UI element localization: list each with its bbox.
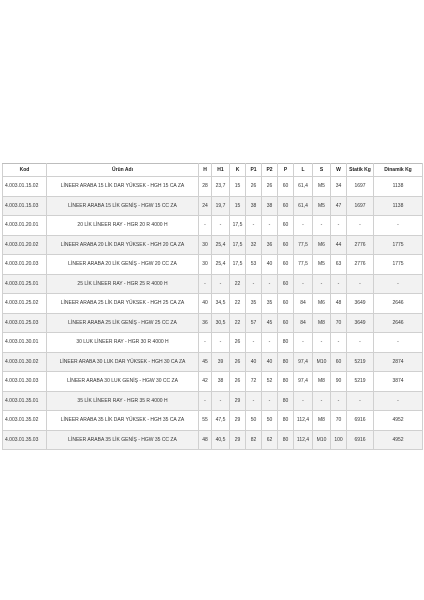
cell-p2: -: [262, 391, 278, 411]
cell-p2: -: [262, 216, 278, 236]
header-dinamik-kg: Dinamik Kg: [374, 164, 423, 177]
cell-statik-kg: 2776: [347, 255, 374, 275]
cell-h1: 34,5: [212, 294, 230, 314]
cell-s: M6: [313, 235, 331, 255]
cell-dinamik-kg: 2646: [374, 313, 423, 333]
cell-dinamik-kg: -: [374, 391, 423, 411]
cell-w: -: [331, 391, 347, 411]
cell-k: 22: [230, 274, 246, 294]
cell-h1: 25,4: [212, 255, 230, 275]
cell-p1: -: [246, 216, 262, 236]
cell-p2: 52: [262, 372, 278, 392]
cell-h: 45: [199, 352, 212, 372]
header-h: H: [199, 164, 212, 177]
cell-l: -: [294, 391, 313, 411]
cell-h: 48: [199, 430, 212, 450]
cell-s: -: [313, 216, 331, 236]
cell-w: 70: [331, 313, 347, 333]
cell-h1: -: [212, 274, 230, 294]
table-row: [3, 216, 423, 236]
cell-statik-kg: 6916: [347, 430, 374, 450]
cell-p1: 72: [246, 372, 262, 392]
cell-l: 77,5: [294, 235, 313, 255]
cell-p: 60: [278, 235, 294, 255]
cell-l: 112,4: [294, 430, 313, 450]
cell-kod: 4.003.01.30.01: [3, 333, 47, 353]
cell-h: 55: [199, 411, 212, 431]
cell-k: 22: [230, 294, 246, 314]
cell-kod: 4.003.01.25.03: [3, 313, 47, 333]
cell-urun-adi: 20 LİK LİNEER RAY - HGR 20 R 4000 H: [47, 216, 199, 236]
cell-w: 63: [331, 255, 347, 275]
cell-p2: 45: [262, 313, 278, 333]
cell-statik-kg: 3649: [347, 294, 374, 314]
cell-kod: 4.003.01.30.03: [3, 372, 47, 392]
cell-p1: 82: [246, 430, 262, 450]
cell-h1: 25,4: [212, 235, 230, 255]
cell-p: 60: [278, 216, 294, 236]
cell-h: -: [199, 274, 212, 294]
cell-s: -: [313, 333, 331, 353]
cell-s: M5: [313, 196, 331, 216]
cell-s: -: [313, 274, 331, 294]
header-kod: Kod: [3, 164, 47, 177]
cell-p1: -: [246, 391, 262, 411]
cell-s: M5: [313, 255, 331, 275]
cell-urun-adi: 25 LİK LİNEER RAY - HGR 25 R 4000 H: [47, 274, 199, 294]
cell-dinamik-kg: -: [374, 274, 423, 294]
cell-h: -: [199, 333, 212, 353]
table-row: [3, 372, 423, 392]
cell-h1: -: [212, 333, 230, 353]
cell-k: 26: [230, 352, 246, 372]
cell-k: 26: [230, 372, 246, 392]
cell-p2: -: [262, 274, 278, 294]
cell-h1: 38: [212, 372, 230, 392]
cell-s: M8: [313, 411, 331, 431]
cell-l: 77,5: [294, 255, 313, 275]
cell-k: 17,5: [230, 255, 246, 275]
cell-l: -: [294, 274, 313, 294]
cell-l: -: [294, 333, 313, 353]
cell-h1: 39: [212, 352, 230, 372]
cell-p1: 53: [246, 255, 262, 275]
cell-h1: 23,7: [212, 177, 230, 197]
cell-p2: 62: [262, 430, 278, 450]
cell-p2: 40: [262, 255, 278, 275]
table-row: [3, 274, 423, 294]
cell-s: -: [313, 391, 331, 411]
cell-h: 42: [199, 372, 212, 392]
cell-p2: 35: [262, 294, 278, 314]
cell-l: 84: [294, 313, 313, 333]
cell-kod: 4.003.01.35.01: [3, 391, 47, 411]
cell-statik-kg: -: [347, 391, 374, 411]
cell-p: 80: [278, 333, 294, 353]
cell-h1: -: [212, 216, 230, 236]
cell-w: 34: [331, 177, 347, 197]
cell-p: 80: [278, 352, 294, 372]
cell-h: 36: [199, 313, 212, 333]
cell-p1: 35: [246, 294, 262, 314]
header-l: L: [294, 164, 313, 177]
cell-urun-adi: LİNEER ARABA 20 LİK DAR YÜKSEK - HGH 20 CA ZA: [47, 235, 199, 255]
cell-statik-kg: 6916: [347, 411, 374, 431]
cell-urun-adi: LİNEER ARABA 15 LİK DAR YÜKSEK - HGH 15 CA ZA: [47, 177, 199, 197]
cell-kod: 4.003.01.35.03: [3, 430, 47, 450]
cell-s: M8: [313, 372, 331, 392]
cell-h: -: [199, 216, 212, 236]
cell-p1: 26: [246, 177, 262, 197]
cell-p2: 40: [262, 352, 278, 372]
cell-p: 60: [278, 177, 294, 197]
cell-statik-kg: -: [347, 216, 374, 236]
table-row: [3, 313, 423, 333]
cell-h1: 19,7: [212, 196, 230, 216]
header-w: W: [331, 164, 347, 177]
cell-urun-adi: LİNEER ARABA 35 LİK GENİŞ - HGW 35 CC ZA: [47, 430, 199, 450]
cell-p1: 38: [246, 196, 262, 216]
table-row: [3, 411, 423, 431]
cell-statik-kg: 1697: [347, 177, 374, 197]
header-p2: P2: [262, 164, 278, 177]
cell-k: 15: [230, 196, 246, 216]
header-s: S: [313, 164, 331, 177]
cell-kod: 4.003.01.25.02: [3, 294, 47, 314]
cell-h: 28: [199, 177, 212, 197]
cell-l: 97,4: [294, 352, 313, 372]
cell-h: -: [199, 391, 212, 411]
cell-p1: -: [246, 333, 262, 353]
cell-k: 29: [230, 411, 246, 431]
cell-statik-kg: 2776: [347, 235, 374, 255]
cell-h: 30: [199, 255, 212, 275]
header-h1: H1: [212, 164, 230, 177]
header-p1: P1: [246, 164, 262, 177]
header-urun-adi: Ürün Adı: [47, 164, 199, 177]
cell-w: 100: [331, 430, 347, 450]
cell-p: 60: [278, 255, 294, 275]
cell-l: 61,4: [294, 177, 313, 197]
cell-dinamik-kg: 1138: [374, 177, 423, 197]
header-statik-kg: Statik Kg: [347, 164, 374, 177]
table-row: [3, 255, 423, 275]
cell-w: 60: [331, 352, 347, 372]
cell-l: 97,4: [294, 372, 313, 392]
cell-urun-adi: LİNEER ARABA 30 LUK DAR YÜKSEK - HGH 30 CA ZA: [47, 352, 199, 372]
table-row: [3, 430, 423, 450]
cell-h1: 30,5: [212, 313, 230, 333]
cell-h1: 40,5: [212, 430, 230, 450]
cell-w: -: [331, 274, 347, 294]
cell-dinamik-kg: 2874: [374, 352, 423, 372]
cell-k: 29: [230, 430, 246, 450]
cell-w: 90: [331, 372, 347, 392]
cell-s: M8: [313, 313, 331, 333]
table-body: [3, 177, 423, 450]
cell-statik-kg: -: [347, 333, 374, 353]
cell-s: M10: [313, 430, 331, 450]
cell-p1: 57: [246, 313, 262, 333]
cell-statik-kg: 5219: [347, 372, 374, 392]
cell-s: M10: [313, 352, 331, 372]
cell-p: 60: [278, 196, 294, 216]
table-row: [3, 352, 423, 372]
table-row: [3, 235, 423, 255]
cell-dinamik-kg: -: [374, 216, 423, 236]
cell-p: 80: [278, 391, 294, 411]
cell-w: -: [331, 333, 347, 353]
table-row: [3, 177, 423, 197]
cell-h: 30: [199, 235, 212, 255]
cell-w: 44: [331, 235, 347, 255]
cell-k: 22: [230, 313, 246, 333]
cell-w: 48: [331, 294, 347, 314]
cell-h: 40: [199, 294, 212, 314]
cell-dinamik-kg: 2646: [374, 294, 423, 314]
cell-p2: 36: [262, 235, 278, 255]
cell-k: 15: [230, 177, 246, 197]
cell-statik-kg: 1697: [347, 196, 374, 216]
cell-k: 17,5: [230, 235, 246, 255]
cell-kod: 4.003.01.25.01: [3, 274, 47, 294]
table-row: [3, 391, 423, 411]
cell-l: 61,4: [294, 196, 313, 216]
header-k: K: [230, 164, 246, 177]
cell-p1: 50: [246, 411, 262, 431]
cell-h1: -: [212, 391, 230, 411]
cell-urun-adi: LİNEER ARABA 25 LİK GENİŞ - HGW 25 CC ZA: [47, 313, 199, 333]
cell-w: 47: [331, 196, 347, 216]
cell-p2: -: [262, 333, 278, 353]
cell-kod: 4.003.01.20.02: [3, 235, 47, 255]
cell-dinamik-kg: 4952: [374, 411, 423, 431]
table-header-row: [3, 164, 423, 177]
cell-h: 24: [199, 196, 212, 216]
cell-urun-adi: LİNEER ARABA 25 LİK DAR YÜKSEK - HGH 25 CA ZA: [47, 294, 199, 314]
cell-dinamik-kg: 1138: [374, 196, 423, 216]
cell-l: 112,4: [294, 411, 313, 431]
cell-dinamik-kg: 1775: [374, 235, 423, 255]
cell-statik-kg: 3649: [347, 313, 374, 333]
cell-urun-adi: LİNEER ARABA 15 LİK GENİŞ - HGW 15 CC ZA: [47, 196, 199, 216]
cell-urun-adi: 35 LİK LİNEER RAY - HGR 35 R 4000 H: [47, 391, 199, 411]
header-p: P: [278, 164, 294, 177]
cell-p: 80: [278, 372, 294, 392]
cell-urun-adi: LİNEER ARABA 30 LUK GENİŞ - HGW 30 CC ZA: [47, 372, 199, 392]
cell-p: 80: [278, 411, 294, 431]
cell-p: 60: [278, 274, 294, 294]
cell-s: M6: [313, 294, 331, 314]
cell-w: 70: [331, 411, 347, 431]
cell-p: 60: [278, 294, 294, 314]
cell-p1: -: [246, 274, 262, 294]
table-row: [3, 333, 423, 353]
cell-p2: 50: [262, 411, 278, 431]
cell-kod: 4.003.01.35.02: [3, 411, 47, 431]
cell-p1: 32: [246, 235, 262, 255]
table-row: [3, 294, 423, 314]
cell-urun-adi: LİNEER ARABA 35 LİK DAR YÜKSEK - HGH 35 CA ZA: [47, 411, 199, 431]
cell-k: 17,5: [230, 216, 246, 236]
cell-k: 29: [230, 391, 246, 411]
cell-p2: 26: [262, 177, 278, 197]
cell-s: M5: [313, 177, 331, 197]
cell-p2: 38: [262, 196, 278, 216]
cell-kod: 4.003.01.15.02: [3, 177, 47, 197]
cell-urun-adi: LİNEER ARABA 20 LİK GENİŞ - HGW 20 CC ZA: [47, 255, 199, 275]
cell-urun-adi: 30 LUK LİNEER RAY - HGR 30 R 4000 H: [47, 333, 199, 353]
cell-kod: 4.003.01.30.02: [3, 352, 47, 372]
cell-l: 84: [294, 294, 313, 314]
cell-p1: 40: [246, 352, 262, 372]
cell-dinamik-kg: 1775: [374, 255, 423, 275]
cell-kod: 4.003.01.20.03: [3, 255, 47, 275]
cell-kod: 4.003.01.20.01: [3, 216, 47, 236]
table-row: [3, 196, 423, 216]
spec-table-container: [2, 163, 422, 450]
cell-dinamik-kg: 4952: [374, 430, 423, 450]
cell-k: 26: [230, 333, 246, 353]
cell-dinamik-kg: 3874: [374, 372, 423, 392]
cell-h1: 47,5: [212, 411, 230, 431]
cell-w: -: [331, 216, 347, 236]
cell-statik-kg: -: [347, 274, 374, 294]
cell-l: -: [294, 216, 313, 236]
cell-statik-kg: 5219: [347, 352, 374, 372]
linear-guide-spec-table: [2, 163, 423, 450]
cell-p: 60: [278, 313, 294, 333]
cell-dinamik-kg: -: [374, 333, 423, 353]
cell-p: 80: [278, 430, 294, 450]
cell-kod: 4.003.01.15.03: [3, 196, 47, 216]
